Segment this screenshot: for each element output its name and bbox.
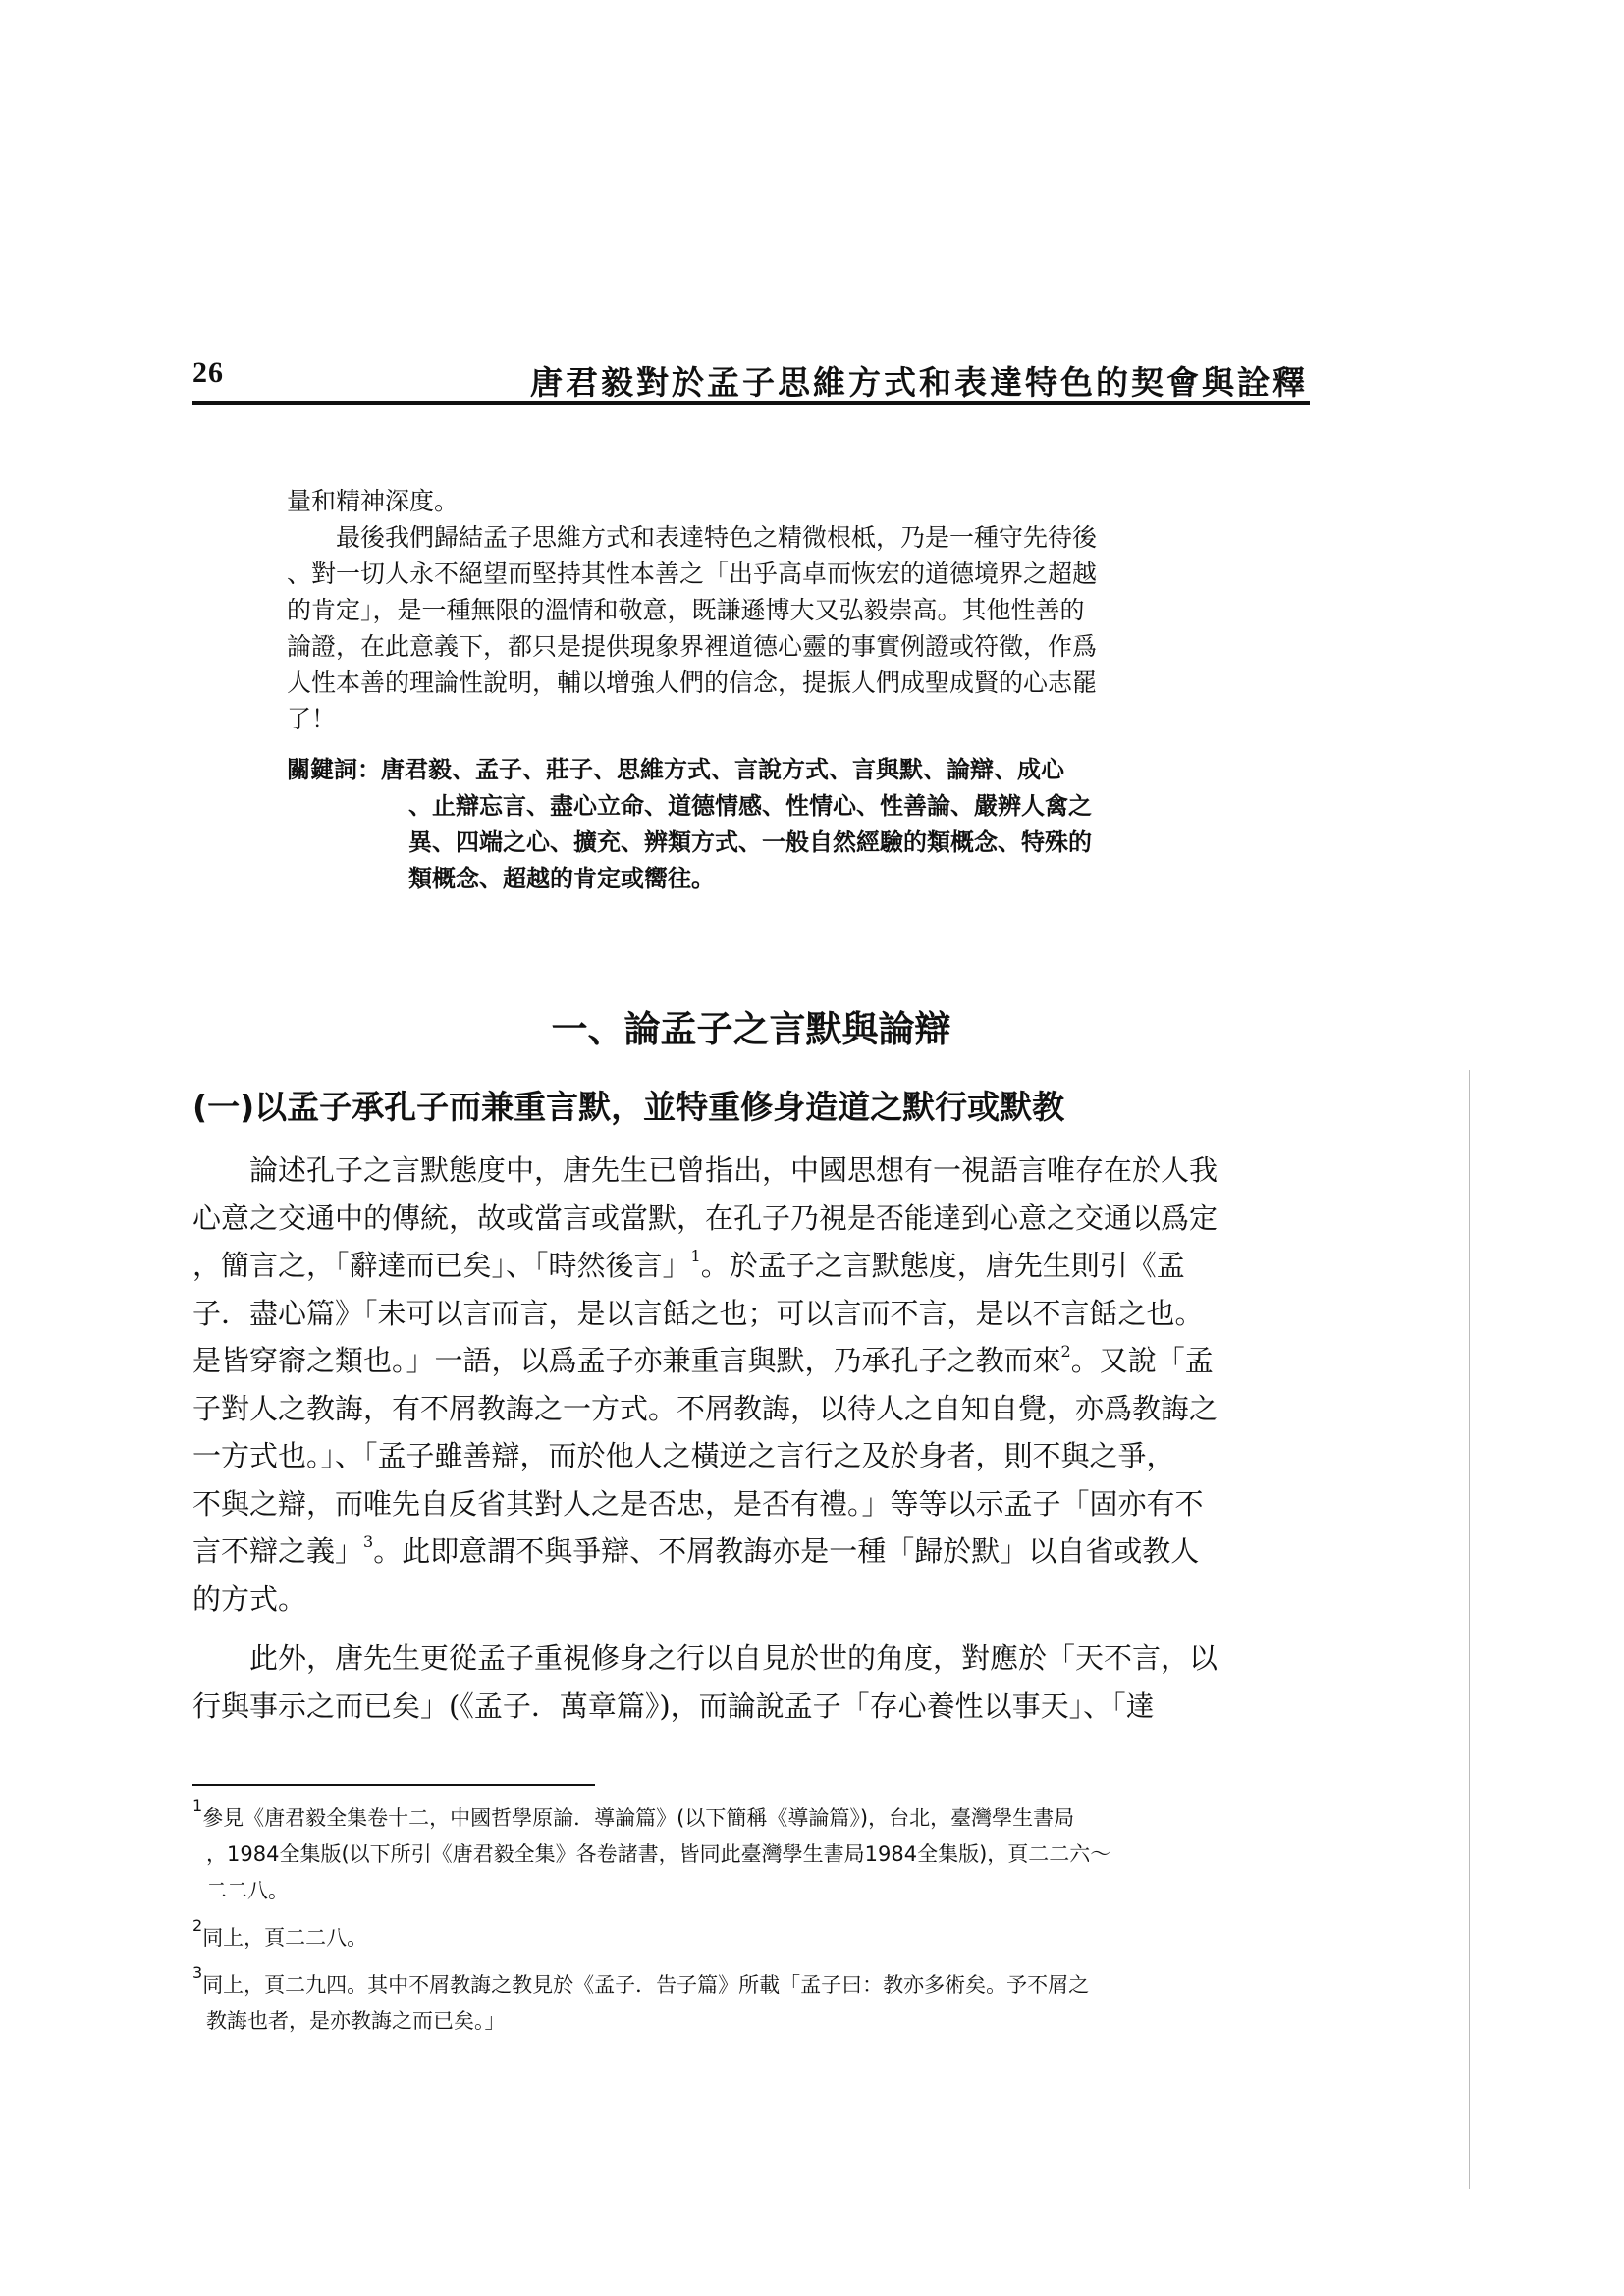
- scan-margin-line: [1469, 1070, 1470, 2189]
- keywords-line: 類概念、超越的肯定或嚮往。: [408, 865, 715, 892]
- section-title: 一、論孟子之言默與論辯: [551, 1008, 951, 1050]
- body-line: 行與事示之而已矣」(《孟子．萬章篇》)，而論說孟子「存心養性以事天」、「達: [192, 1688, 1155, 1723]
- footnote-marker: 1: [192, 1796, 203, 1815]
- footnote-marker: 3: [192, 1963, 203, 1982]
- footnote-ref[interactable]: 1: [690, 1247, 701, 1265]
- abstract-line: 量和精神深度。: [287, 487, 460, 515]
- body-text-span: 言不辯之義」: [192, 1534, 364, 1568]
- body-text-span: ，簡言之，「辭達而已矣」、「時然後言」: [192, 1249, 691, 1282]
- footnote-line: 教誨也者，是亦教誨之而已矣。」: [206, 2009, 506, 2033]
- keywords-line: 關鍵詞：唐君毅、孟子、莊子、思維方式、言說方式、言與默、論辯、成心: [287, 756, 1064, 783]
- abstract-line: 人性本善的理論性說明，輔以增強人們的信念，提振人們成聖成賢的心志罷: [287, 668, 1098, 697]
- footnote-3: [192, 1963, 1312, 2040]
- abstract-line: 、對一切人永不絕望而堅持其性本善之「出乎高卓而恢宏的道德境界之超越: [287, 560, 1098, 588]
- body-line: 不與之辯，而唯先自反省其對人之是否忠，是否有禮。」等等以示孟子「固亦有不: [192, 1486, 1204, 1521]
- abstract-line: 論證，在此意義下，都只是提供現象界裡道德心靈的事實例證或符徵，作爲: [287, 632, 1098, 661]
- body-text: [192, 1147, 1312, 1730]
- footnote-text: 同上，頁二九四。其中不屑教誨之教見於《孟子．告子篇》所載「孟子曰：教亦多術矣。予不屑之: [202, 1973, 1090, 1997]
- footnote-line: 二二八。: [206, 1879, 289, 1902]
- keywords: [287, 752, 1229, 897]
- body-line: 子對人之教誨，有不屑教誨之一方式。不屑教誨，以待人之自知自覺，亦爲教誨之: [192, 1391, 1218, 1425]
- footnote-1: [192, 1796, 1312, 1909]
- header-rule: [192, 401, 1310, 405]
- body-line: [192, 1527, 1312, 1575]
- footnote-ref[interactable]: 2: [1060, 1342, 1071, 1361]
- footnote-text: 參見《唐君毅全集卷十二，中國哲學原論．導論篇》(以下簡稱《導論篇》)，台北，臺灣學生書局: [202, 1806, 1075, 1830]
- running-header-title: 唐君毅對於孟子思維方式和表達特色的契會與詮釋: [530, 363, 1308, 401]
- abstract-line: 最後我們歸結孟子思維方式和表達特色之精微根柢，乃是一種守先待後: [336, 523, 1098, 552]
- body-text-span: 是皆穿窬之類也。」一語，以爲孟子亦兼重言與默，乃承孔子之教而來: [192, 1344, 1061, 1377]
- footnotes: [192, 1796, 1312, 2051]
- body-text-span: 。於孟子之言默態度，唐先生則引《孟: [700, 1249, 1185, 1282]
- abstract: [287, 483, 1210, 737]
- body-line: 心意之交通中的傳統，故或當言或當默，在孔子乃視是否能達到心意之交通以爲定: [192, 1201, 1218, 1235]
- body-line: 論述孔子之言默態度中，唐先生已曾指出，中國思想有一視語言唯存在於人我: [249, 1153, 1218, 1187]
- abstract-line: 了！: [287, 705, 337, 733]
- body-line: [192, 1337, 1312, 1385]
- footnote-line: [192, 1963, 1312, 2003]
- footnote-line: [192, 1796, 1312, 1837]
- footnote-text: 同上，頁二二八。: [202, 1926, 368, 1949]
- body-line: 此外，唐先生更從孟子重視修身之行以自見於世的角度，對應於「天不言，以: [249, 1641, 1218, 1675]
- body-text-span: 。又說「孟: [1070, 1344, 1214, 1377]
- keywords-line: 異、四端之心、擴充、辨類方式、一般自然經驗的類概念、特殊的: [408, 828, 1092, 856]
- body-line: 的方式。: [192, 1581, 307, 1616]
- footnote-line: ，1984全集版(以下所引《唐君毅全集》各卷諸書，皆同此臺灣學生書局1984全集版)，頁二二六～: [206, 1842, 1111, 1866]
- footnote-line: [192, 1916, 1312, 1956]
- keywords-line: 、止辯忘言、盡心立命、道德情感、性情心、性善論、嚴辨人禽之: [408, 792, 1092, 820]
- abstract-line: 的肯定」，是一種無限的溫情和敬意，既謙遜博大又弘毅崇高。其他性善的: [287, 596, 1085, 624]
- body-text-span: 。此即意謂不與爭辯、不屑教誨亦是一種「歸於默」以自省或教人: [373, 1534, 1200, 1568]
- footnote-rule: [192, 1784, 595, 1786]
- footnote-2: [192, 1916, 1312, 1956]
- footnote-marker: 2: [192, 1916, 203, 1935]
- page-number: 26: [192, 356, 224, 389]
- body-line: 子．盡心篇》「未可以言而言，是以言餂之也；可以言而不言，是以不言餂之也。: [192, 1296, 1204, 1330]
- subsection-title: (一)以孟子承孔子而兼重言默，並特重修身造道之默行或默教: [192, 1088, 1065, 1126]
- body-line: 一方式也。」、「孟子雖善辯，而於他人之橫逆之言行之及於身者，則不與之爭，: [192, 1439, 1175, 1472]
- body-line: [192, 1242, 1312, 1290]
- footnote-ref[interactable]: 3: [363, 1532, 374, 1551]
